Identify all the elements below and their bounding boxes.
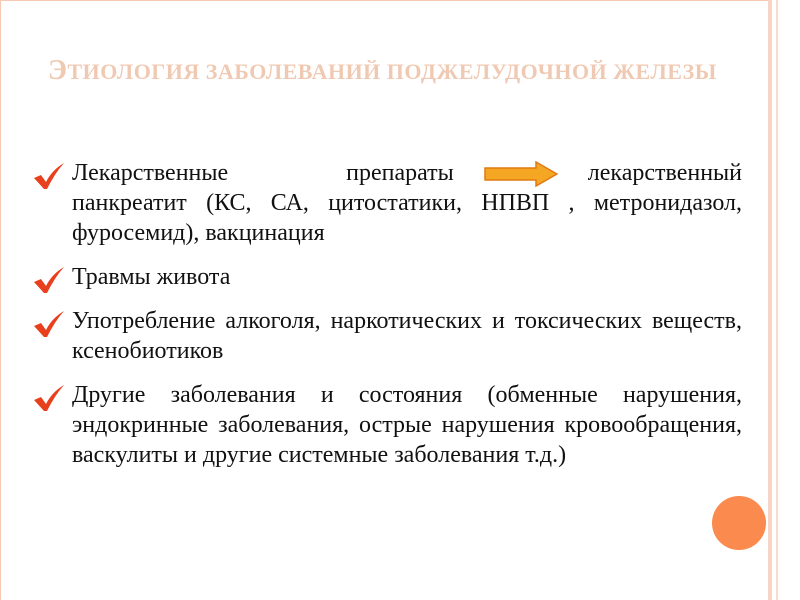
list-item-text: Другие заболевания и состояния (обменные нарушения, эндокринные заболевания, острые нарушения кровообращения, васкулиты и другие системные заболевания т.д.) <box>72 382 742 468</box>
decorative-circle <box>712 496 766 550</box>
checkmark-icon <box>32 162 66 190</box>
list-item-text: Употребление алкоголя, наркотических и токсических веществ, ксенобиотиков <box>72 308 742 364</box>
list-item-text: Травмы живота <box>72 264 231 290</box>
slide-title-rest: ТИОЛОГИЯ ЗАБОЛЕВАНИЙ ПОДЖЕЛУДОЧНОЙ ЖЕЛЕЗЫ <box>67 59 717 84</box>
bullet-list <box>30 158 742 484</box>
list-item <box>30 262 742 292</box>
slide-border-left <box>0 0 1 600</box>
list-item-text-part1: Лекарственные препараты <box>72 160 454 186</box>
slide-title <box>48 56 728 87</box>
slide-border-right <box>768 0 772 600</box>
list-item <box>30 306 742 366</box>
slide-title-initial: Э <box>48 55 68 86</box>
checkmark-icon <box>32 384 66 412</box>
list-item <box>30 380 742 470</box>
list-item <box>30 158 742 248</box>
arrow-right-icon <box>484 161 558 187</box>
checkmark-icon <box>32 266 66 294</box>
list-item-text-part2: лекарственный панкреатит (КС, СА, цитостатики, НПВП , метронидазол, фуросемид), вакцинация <box>72 160 742 246</box>
checkmark-icon <box>32 310 66 338</box>
slide-border-top <box>0 0 770 1</box>
slide-border-right-inner <box>776 0 778 600</box>
